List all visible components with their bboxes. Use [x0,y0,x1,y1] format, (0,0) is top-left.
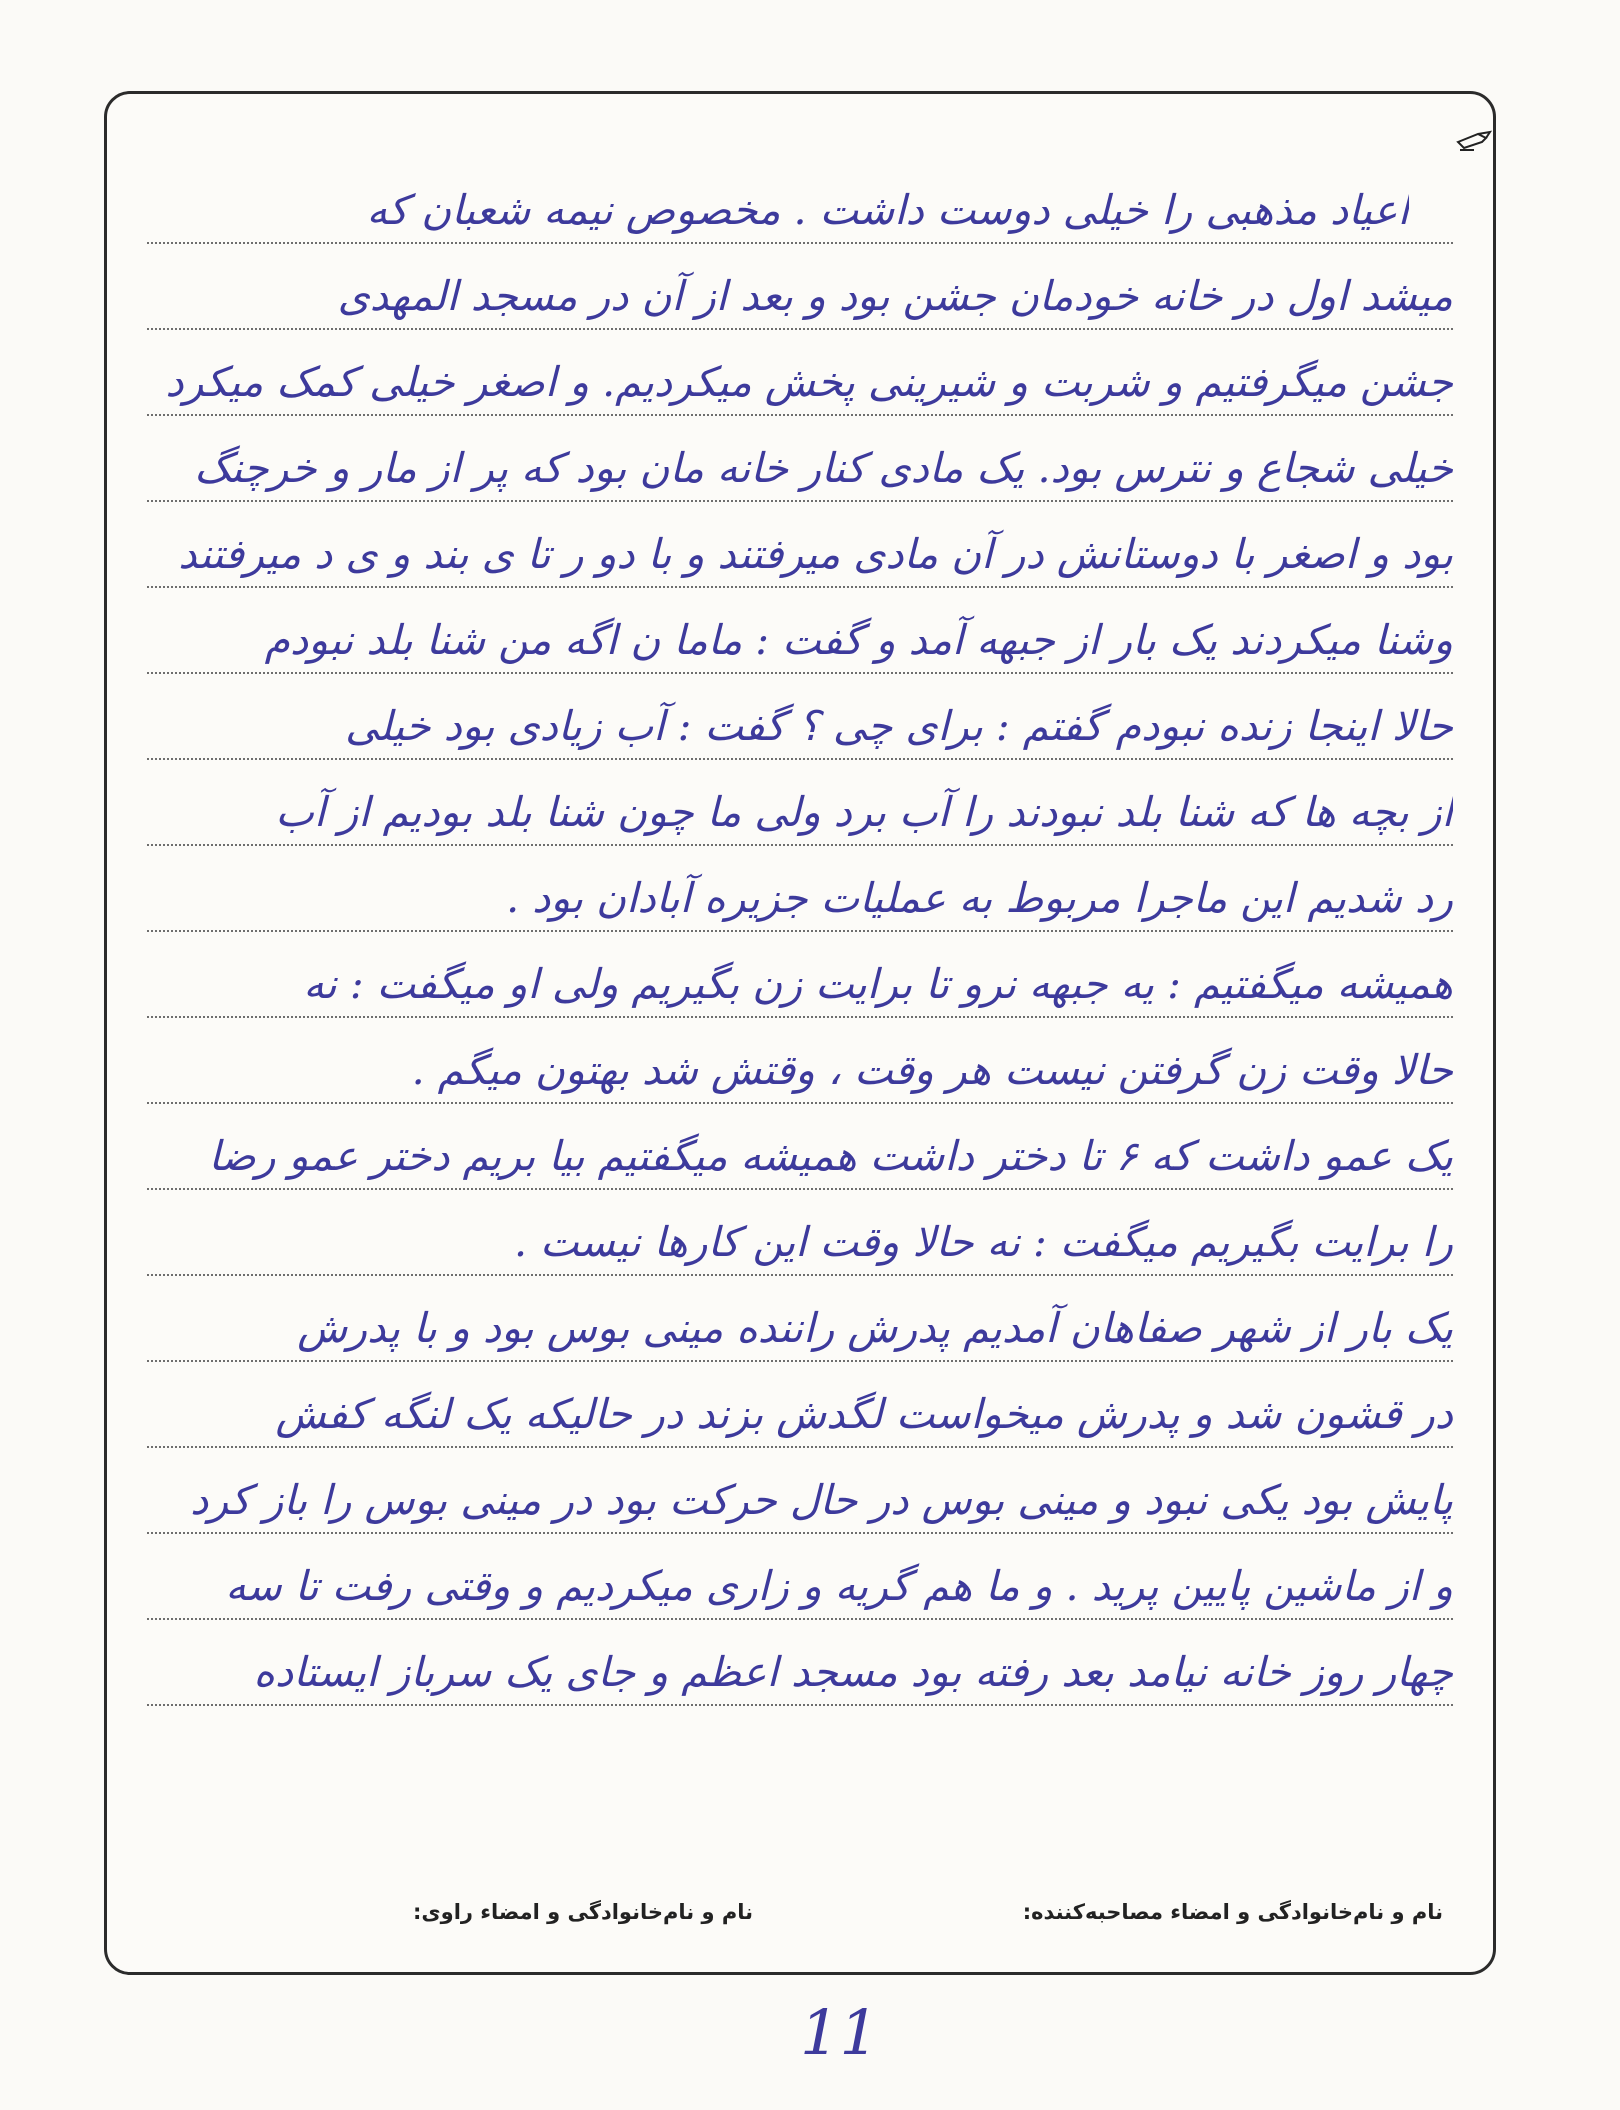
handwritten-line: وشنا میکردند یک بار از جبهه آمد و گفت : ماما ن اگه من شنا بلد نبودم [264,616,1453,664]
signature-footer [147,1900,1453,1940]
interviewer-signature-label: نام و نام‌خانوادگی و امضاء مصاحبه‌کننده: [1022,1900,1443,1924]
handwritten-line: از بچه ها که شنا بلد نبودند را آب برد ولی ما چون شنا بلد بودیم از آب [275,788,1453,836]
ruled-lines [107,94,1493,1972]
pen-icon [1456,130,1492,152]
handwritten-line: پایش بود یکی نبود و مینی بوس در حال حرکت بود در مینی بوس را باز کرد [190,1476,1453,1524]
handwritten-line: جشن میگرفتیم و شربت و شیرینی پخش میکردیم. و اصغر خیلی کمک میکرد [165,358,1453,406]
narrator-signature-label: نام و نام‌خانوادگی و امضاء راوی: [413,1900,753,1924]
handwritten-line: میشد اول در خانه خودمان جشن بود و بعد از آن در مسجد المهدی [337,272,1453,320]
handwritten-line: یک بار از شهر صفاهان آمدیم پدرش راننده مینی بوس بود و با پدرش [297,1304,1453,1352]
handwritten-line: همیشه میگفتیم : یه جبهه نرو تا برایت زن بگیریم ولی او میگفت : نه [303,960,1453,1008]
handwritten-line: رد شدیم این ماجرا مربوط به عملیات جزیره آبادان بود . [506,874,1453,922]
handwritten-line: را برایت بگیریم میگفت : نه حالا وقت این کارها نیست . [513,1218,1453,1266]
handwritten-line: در قشون شد و پدرش میخواست لگدش بزند در حالیکه یک لنگه کفش [275,1390,1453,1438]
page-number: 11 [800,1996,879,2069]
handwritten-line: و از ماشین پایین پرید . و ما هم گریه و زاری میکردیم و وقتی رفت تا سه [225,1562,1453,1610]
handwritten-line: چهار روز خانه نیامد بعد رفته بود مسجد اعظم و جای یک سرباز ایستاده [253,1648,1453,1696]
handwritten-line: یک عمو داشت که ۶ تا دختر داشت همیشه میگفتیم بیا بریم دختر عمو رضا [208,1132,1453,1180]
handwritten-line: حالا وقت زن گرفتن نیست هر وقت ، وقتش شد بهتون میگم . [411,1046,1453,1094]
interview-sheet-frame [104,91,1496,1975]
handwritten-line: بود و اصغر با دوستانش در آن مادی میرفتند و با دو ر تا ی بند و ی د میرفتند [178,530,1453,578]
handwritten-line: حالا اینجا زنده نبودم گفتم : برای چی ؟ گفت : آب زیادی بود خیلی [345,702,1453,750]
handwritten-line: خیلی شجاع و نترس بود. یک مادی کنار خانه مان بود که پر از مار و خرچنگ [194,444,1453,492]
handwritten-line: اعیاد مذهبی را خیلی دوست داشت . مخصوص نیمه شعبان که [366,186,1409,234]
